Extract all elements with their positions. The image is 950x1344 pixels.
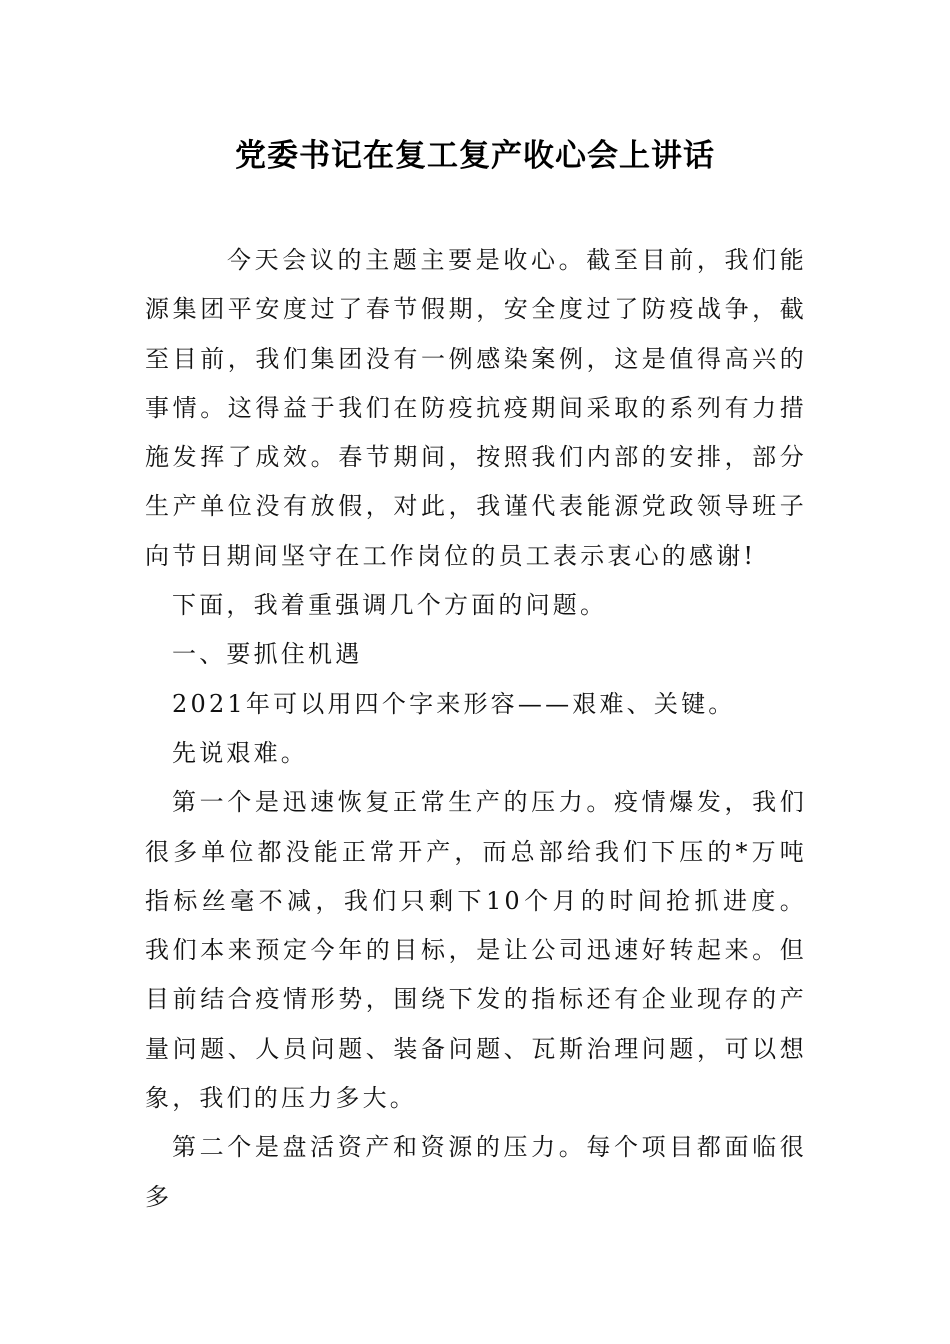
paragraph-summary: 2021年可以用四个字来形容——艰难、关键。 [172, 689, 736, 718]
paragraph-second-pressure: 第二个是盘活资产和资源的压力。每个项目都面临很多 [145, 1133, 807, 1211]
paragraph-intro: 下面，我着重强调几个方面的问题。 [172, 591, 608, 620]
paragraph-opening: 今天会议的主题主要是收心。截至目前，我们能源集团平安度过了春节假期，安全度过了防疫战争，截至目前，我们集团没有一例感染案例，这是值得高兴的事情。这得益于我们在防疫抗疫期间采取的系列有力措施发挥了成效。春节期间，按照我们内部的安排，部分生产单位没有放假，对此，我谨代表能源党政领导班子向节日期间坚守在工作岗位的员工表示衷心的感谢! [145, 246, 807, 570]
document-body [145, 236, 807, 1222]
section-heading: 一、要抓住机遇 [172, 640, 363, 669]
paragraph-first-pressure: 第一个是迅速恢复正常生产的压力。疫情爆发，我们很多单位都没能正常开产，而总部给我们下压的*万吨指标丝毫不减，我们只剩下10个月的时间抢抓进度。我们本来预定今年的目标，是让公司迅速好转起来。但目前结合疫情形势，围绕下发的指标还有企业现存的产量问题、人员问题、装备问题、瓦斯治理问题，可以想象，我们的压力多大。 [145, 788, 807, 1113]
paragraph-difficulty: 先说艰难。 [172, 738, 308, 767]
document-title: 党委书记在复工复产收心会上讲话 [235, 138, 715, 174]
